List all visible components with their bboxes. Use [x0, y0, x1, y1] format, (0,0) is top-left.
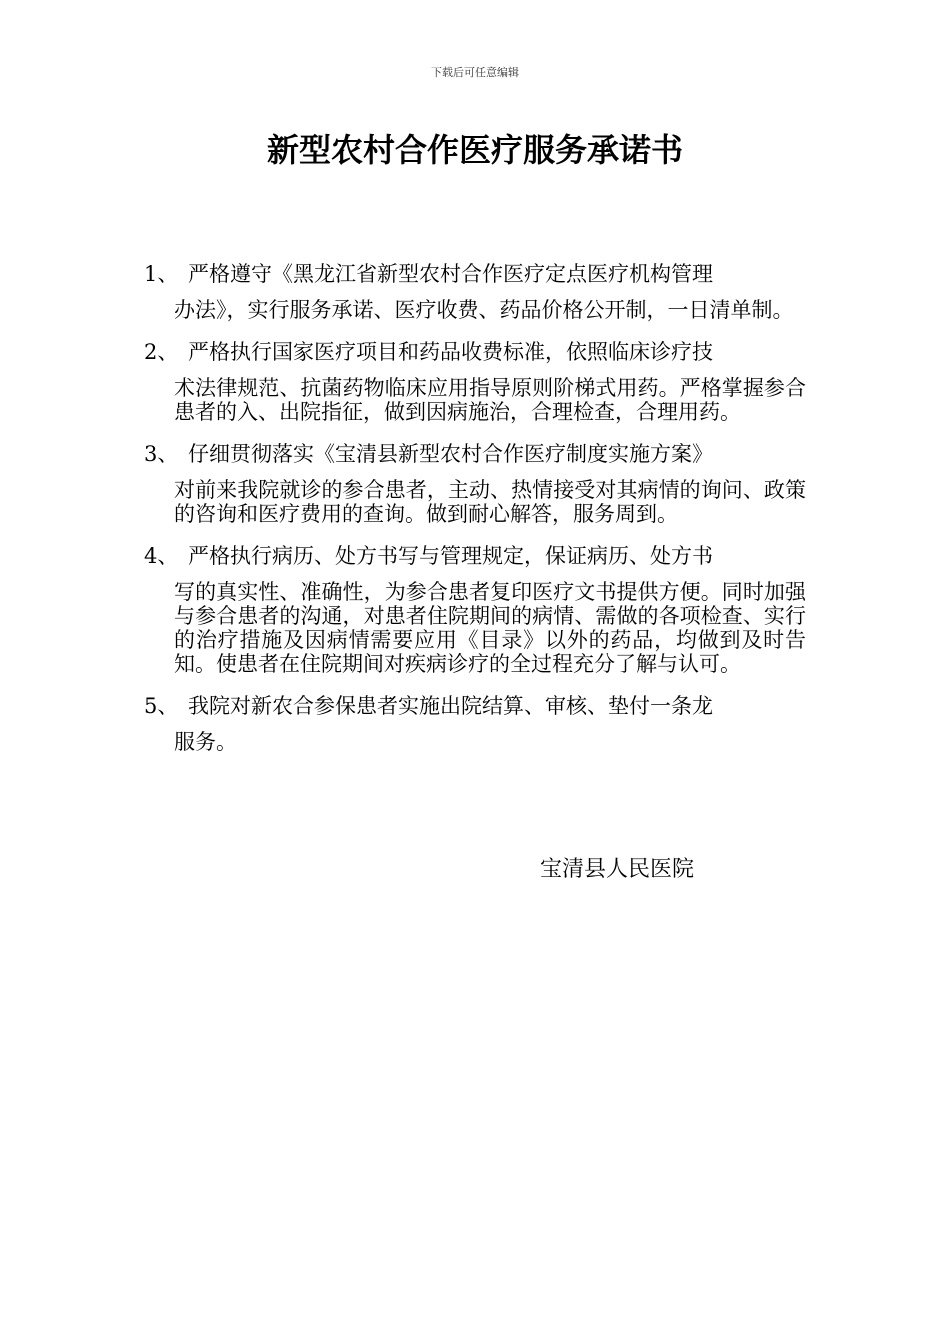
- signature-hospital-name: 宝清县人民医院: [540, 857, 695, 882]
- item-number: 2、: [144, 340, 179, 364]
- item-number: 3、: [144, 442, 179, 466]
- commitment-item-2: [0, 336, 806, 424]
- header-note: 下载后可任意编辑: [431, 66, 519, 79]
- item-continuation: 写的真实性、准确性，为参合患者复印医疗文书提供方便。同时加强与参合患者的沟通，对患者住院期间的病情、需做的各项检查、实行的治疗措施及因病情需要应用《目录》以外的药品，均做到及时告知。使患者在住院期间对疾病诊疗的全过程充分了解与认可。: [174, 580, 806, 676]
- item-first-line: 严格执行国家医疗项目和药品收费标准，依照临床诊疗技: [188, 340, 713, 364]
- item-first-line: 严格遵守《黑龙江省新型农村合作医疗定点医疗机构管理: [188, 262, 713, 286]
- item-first-line: 仔细贯彻落实《宝清县新型农村合作医疗制度实施方案》: [188, 442, 713, 466]
- commitment-list: [0, 258, 950, 768]
- item-continuation: 办法》，实行服务承诺、医疗收费、药品价格公开制，一日清单制。: [174, 298, 794, 322]
- item-first-line: 严格执行病历、处方书写与管理规定，保证病历、处方书: [188, 544, 713, 568]
- item-continuation: 服务。: [174, 730, 237, 754]
- commitment-item-1: [0, 258, 806, 322]
- item-continuation: 对前来我院就诊的参合患者，主动、热情接受对其病情的询问、政策的咨询和医疗费用的查询。做到耐心解答，服务周到。: [174, 478, 806, 526]
- item-number: 4、: [144, 544, 179, 568]
- item-number: 1、: [144, 262, 179, 286]
- commitment-item-4: [0, 540, 806, 676]
- item-first-line: 我院对新农合参保患者实施出院结算、审核、垫付一条龙: [188, 694, 713, 718]
- commitment-item-3: [0, 438, 806, 526]
- document-title: 新型农村合作医疗服务承诺书: [266, 131, 683, 169]
- commitment-item-5: [0, 690, 806, 754]
- item-number: 5、: [144, 694, 179, 718]
- item-continuation: 术法律规范、抗菌药物临床应用指导原则阶梯式用药。严格掌握参合患者的入、出院指征，做到因病施治，合理检查，合理用药。: [174, 376, 806, 424]
